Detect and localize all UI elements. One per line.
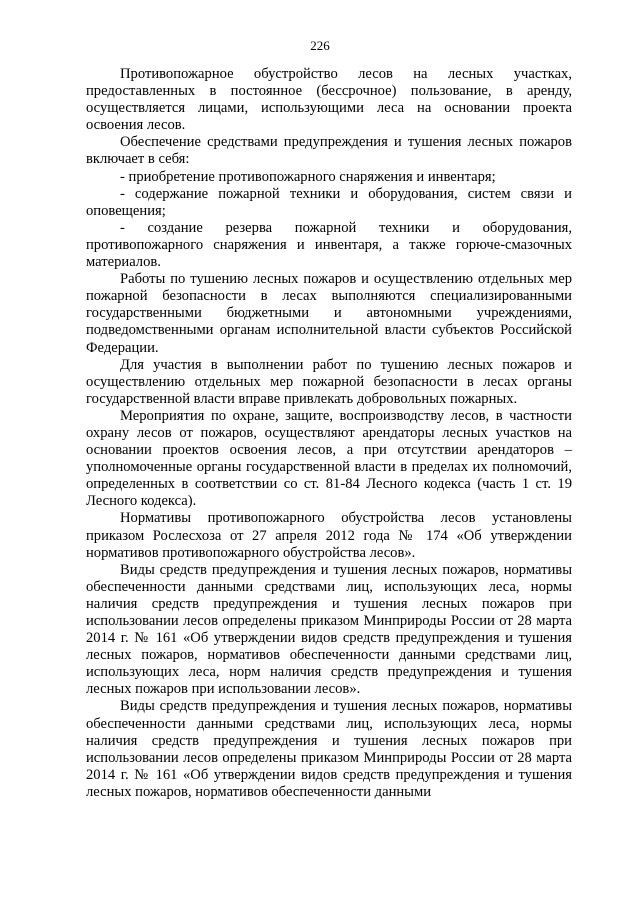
paragraph: Противопожарное обустройство лесов на лесных участках, предоставленных в постоянное (бессрочное) пользование, в аренду, осуществляется лицами, использующими леса на основании проекта освоения лесов. [86, 66, 572, 134]
paragraph: Виды средств предупреждения и тушения лесных пожаров, нормативы обеспеченности данными средствами лиц, использующих леса, нормы наличия средств предупреждения и тушения лесных пожаров при использовании лесов определены приказом Минприроды России от 28 марта 2014 г. № 161 «Об утверждении видов средств предупреждения и тушения лесных пожаров, нормативов обеспеченности данными средствами лиц, использующих леса, норм наличия средств предупреждения и тушения лесных пожаров при использовании лесов». [86, 561, 572, 698]
list-item: - содержание пожарной техники и оборудования, систем связи и оповещения; [86, 185, 572, 219]
paragraph: Мероприятия по охране, защите, воспроизводству лесов, в частности охрану лесов от пожаров, осуществляют арендаторы лесных участков на основании проектов освоения лесов, а при отсутствии арендаторов – уполномоченные органы государственной власти в пределах их полномочий, определенных в соответствии со ст. 81-84 Лесного кодекса (часть 1 ст. 19 Лесного кодекса). [86, 407, 572, 510]
page-number: 226 [310, 38, 330, 53]
list-item: - приобретение противопожарного снаряжения и инвентаря; [120, 168, 496, 185]
paragraph: Работы по тушению лесных пожаров и осуществлению отдельных мер пожарной безопасности в лесах выполняются специализированными государственными бюджетными и автономными учреждениями, подведомственными органам исполнительной власти субъектов Российской Федерации. [86, 271, 572, 356]
document-body [86, 66, 572, 801]
paragraph: Нормативы противопожарного обустройства лесов установлены приказом Рослесхоза от 27 апреля 2012 года № 174 «Об утверждении нормативов противопожарного обустройства лесов». [86, 510, 572, 561]
paragraph: Виды средств предупреждения и тушения лесных пожаров, нормативы обеспеченности данными средствами лиц, использующих леса, нормы наличия средств предупреждения и тушения лесных пожаров при использовании лесов определены приказом Минприроды России от 28 марта 2014 г. № 161 «Об утверждении видов средств предупреждения и тушения лесных пожаров, нормативов обеспеченности данными [86, 698, 572, 800]
list-item: - создание резерва пожарной техники и оборудования, противопожарного снаряжения и инвентаря, а также горюче-смазочных материалов. [86, 219, 572, 271]
paragraph: Обеспечение средствами предупреждения и тушения лесных пожаров включает в себя: [86, 134, 572, 168]
paragraph: Для участия в выполнении работ по тушению лесных пожаров и осуществлению отдельных мер пожарной безопасности в лесах органы государственной власти вправе привлекать добровольных пожарных. [86, 356, 572, 407]
